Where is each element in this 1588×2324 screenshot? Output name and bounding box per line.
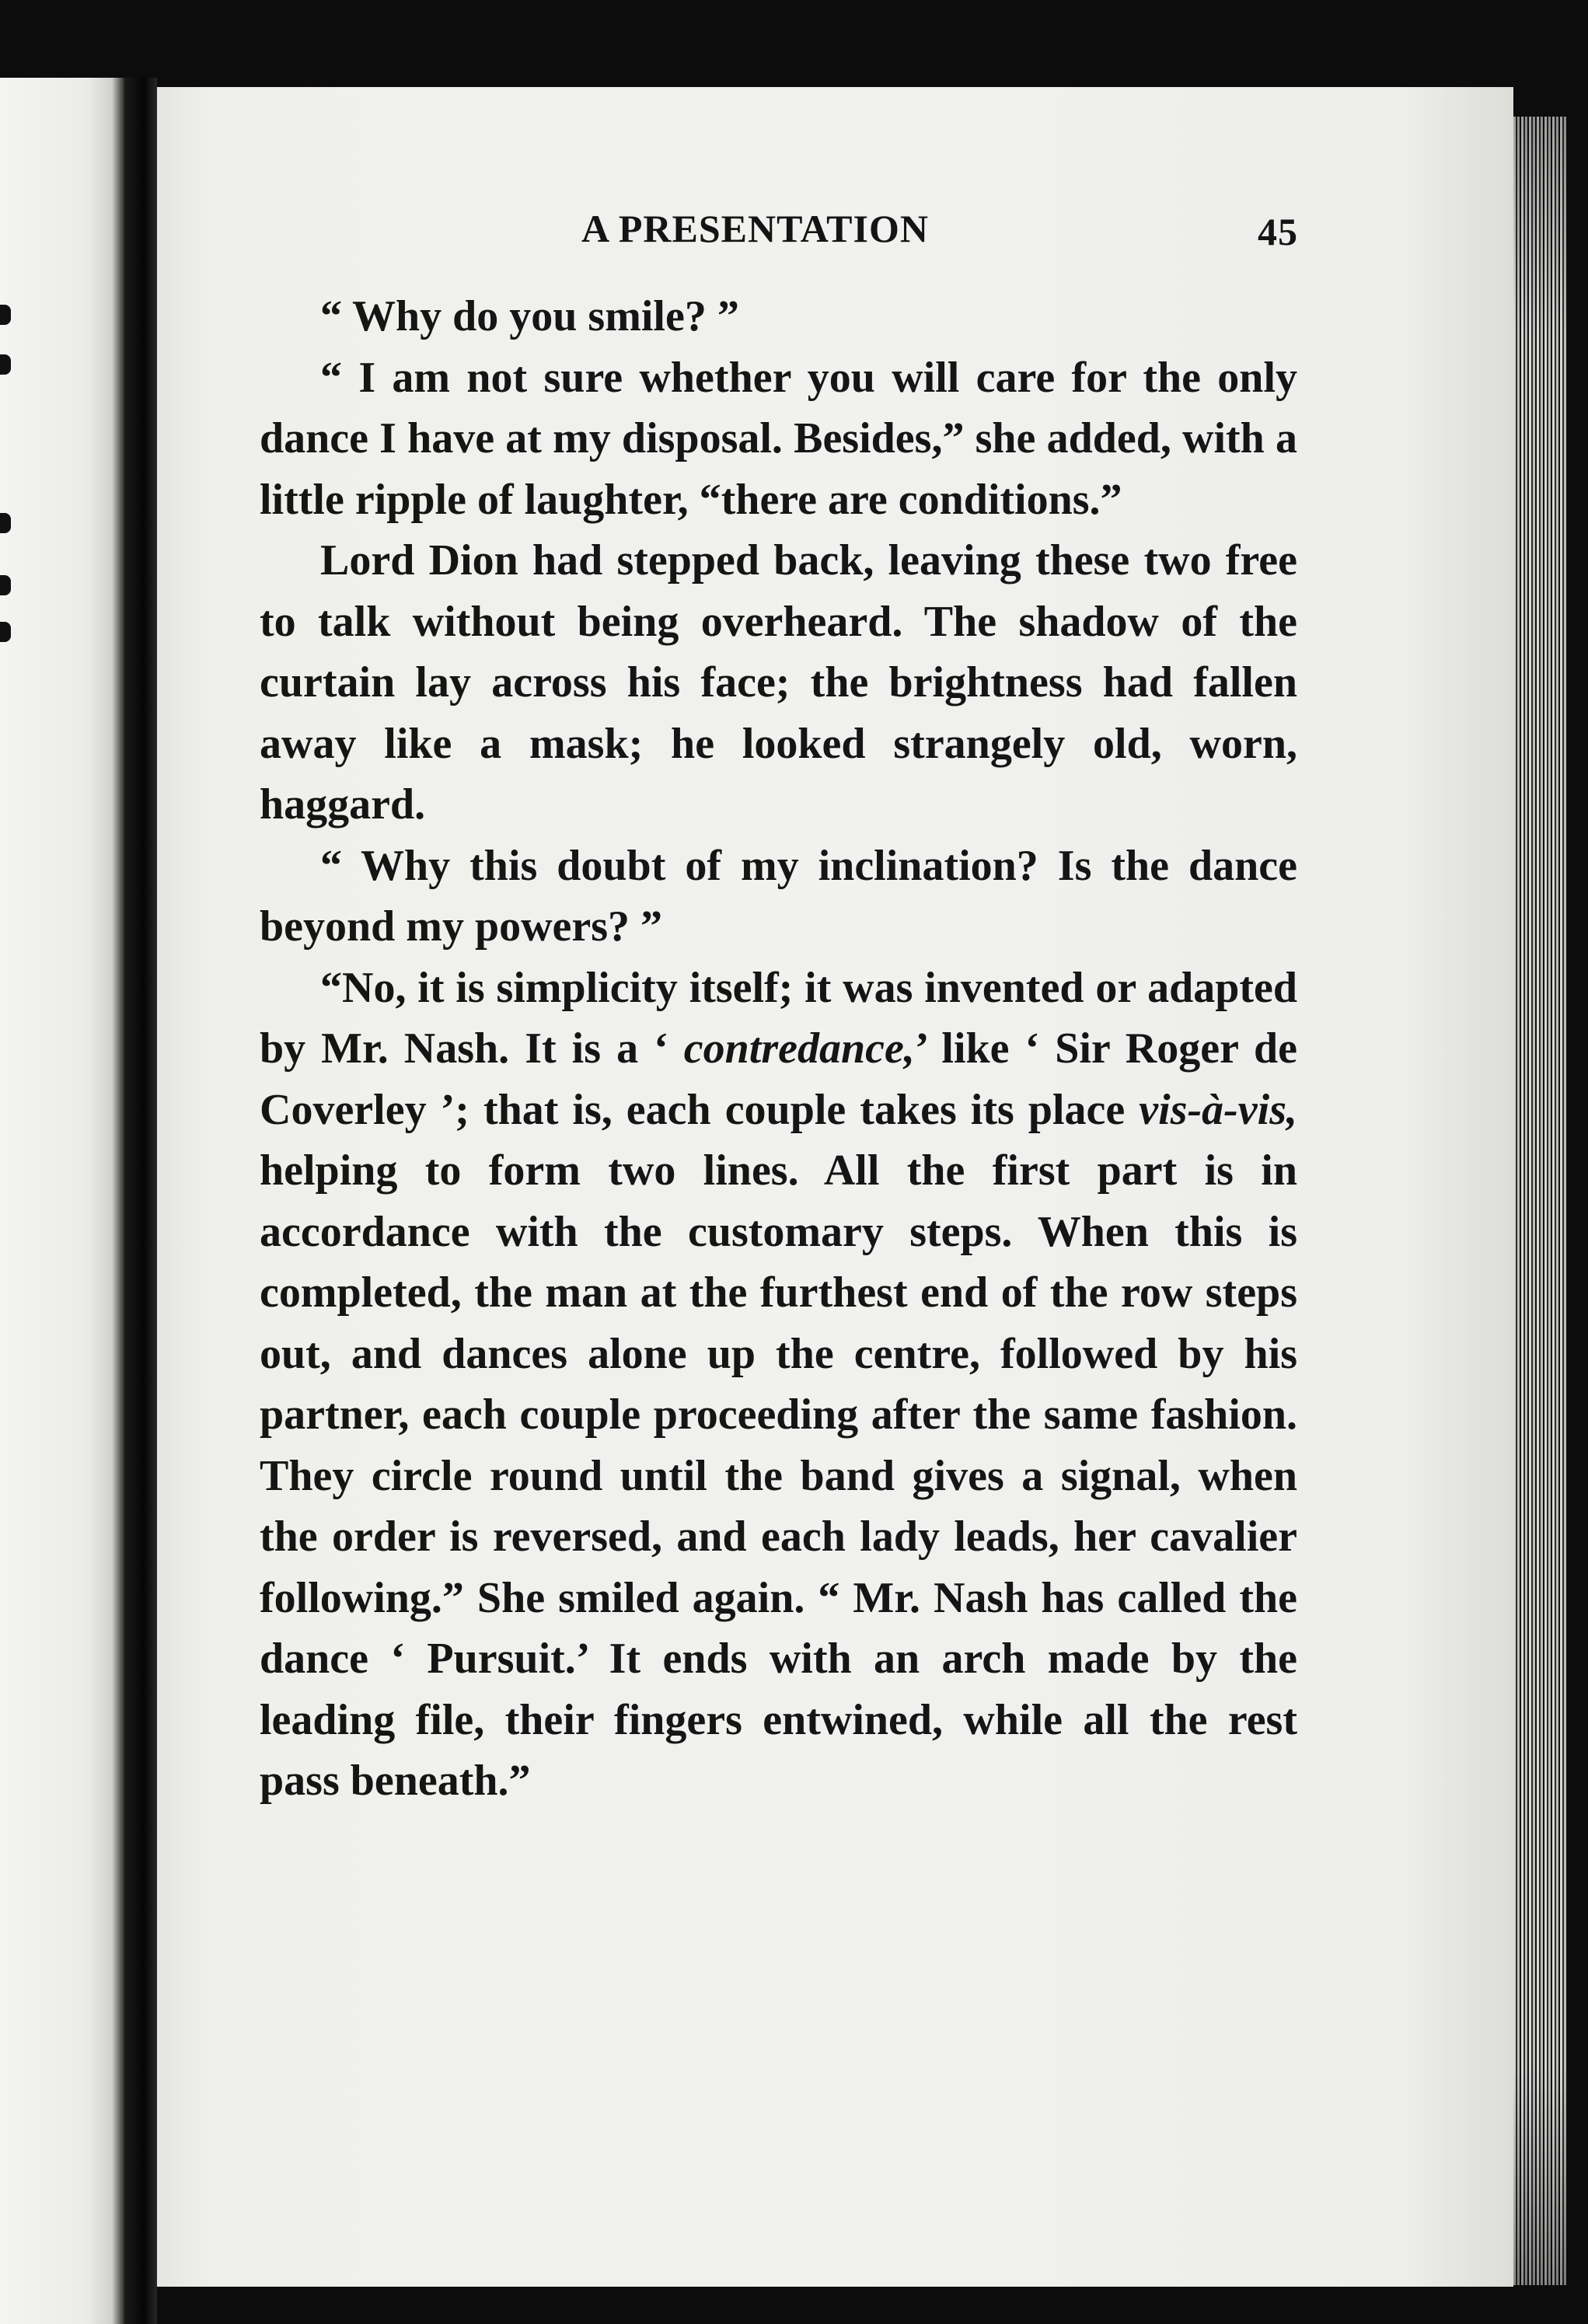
book-gutter: [124, 78, 157, 2324]
page-stack-edge: [1513, 117, 1568, 2285]
text-run: “No, it is simplicity itself; it was invented or adapted by Mr. Nash. It is a ‘: [260, 963, 1297, 1073]
text-run: helping to form two lines. All the first part is in accordance with the customary steps. When this is completed, the man at the furthest end of the row steps out, and dances alone up the centre, followed by his partner, each couple proceeding after the same fashion. They circle round until the band gives a signal, when the order is reversed, and each lady leads, her cavalier following.” She smiled again. “ Mr. Nash has called the dance ‘ Pursuit.’ It ends with an arch made by the leading file, their fingers entwined, while all the rest pass beneath.”: [260, 1146, 1297, 1805]
italic-text: contredance,: [683, 1024, 915, 1073]
facing-page-text-fragment: [0, 305, 11, 325]
paragraph: [260, 836, 1297, 958]
text-run: “ Why this doubt of my inclination? Is the dance beyond my powers? ”: [260, 841, 1297, 951]
facing-page-edge: [0, 78, 124, 2324]
paragraph: [260, 347, 1297, 531]
text-run: “ I am not sure whether you will care for the only dance I have at my disposal. Besides,” she added, with a little ripple of laughter, “there are conditions.”: [260, 353, 1297, 524]
italic-text: vis-à-vis,: [1139, 1085, 1297, 1134]
page-number: 45: [1258, 210, 1298, 253]
paragraph: [260, 530, 1297, 836]
paragraph: [260, 958, 1297, 1812]
facing-page-text-fragment: [0, 622, 11, 642]
facing-page-text-fragment: [0, 354, 11, 375]
body-text: [260, 286, 1297, 1812]
running-head-title: A PRESENTATION: [581, 207, 929, 250]
text-run: “ Why do you smile? ”: [320, 292, 739, 340]
facing-page-text-fragment: [0, 513, 11, 533]
paragraph: [260, 286, 1297, 347]
text-run: ’ like ‘ Sir Roger de Coverley ’; that is, each couple takes its place: [260, 1024, 1297, 1134]
text-run: Lord Dion had stepped back, leaving these two free to talk without being overheard. The shadow of the curtain lay across his face; the brightness had fallen away like a mask; he looked strangely old, worn, haggard.: [260, 536, 1297, 829]
facing-page-text-fragment: [0, 575, 11, 595]
